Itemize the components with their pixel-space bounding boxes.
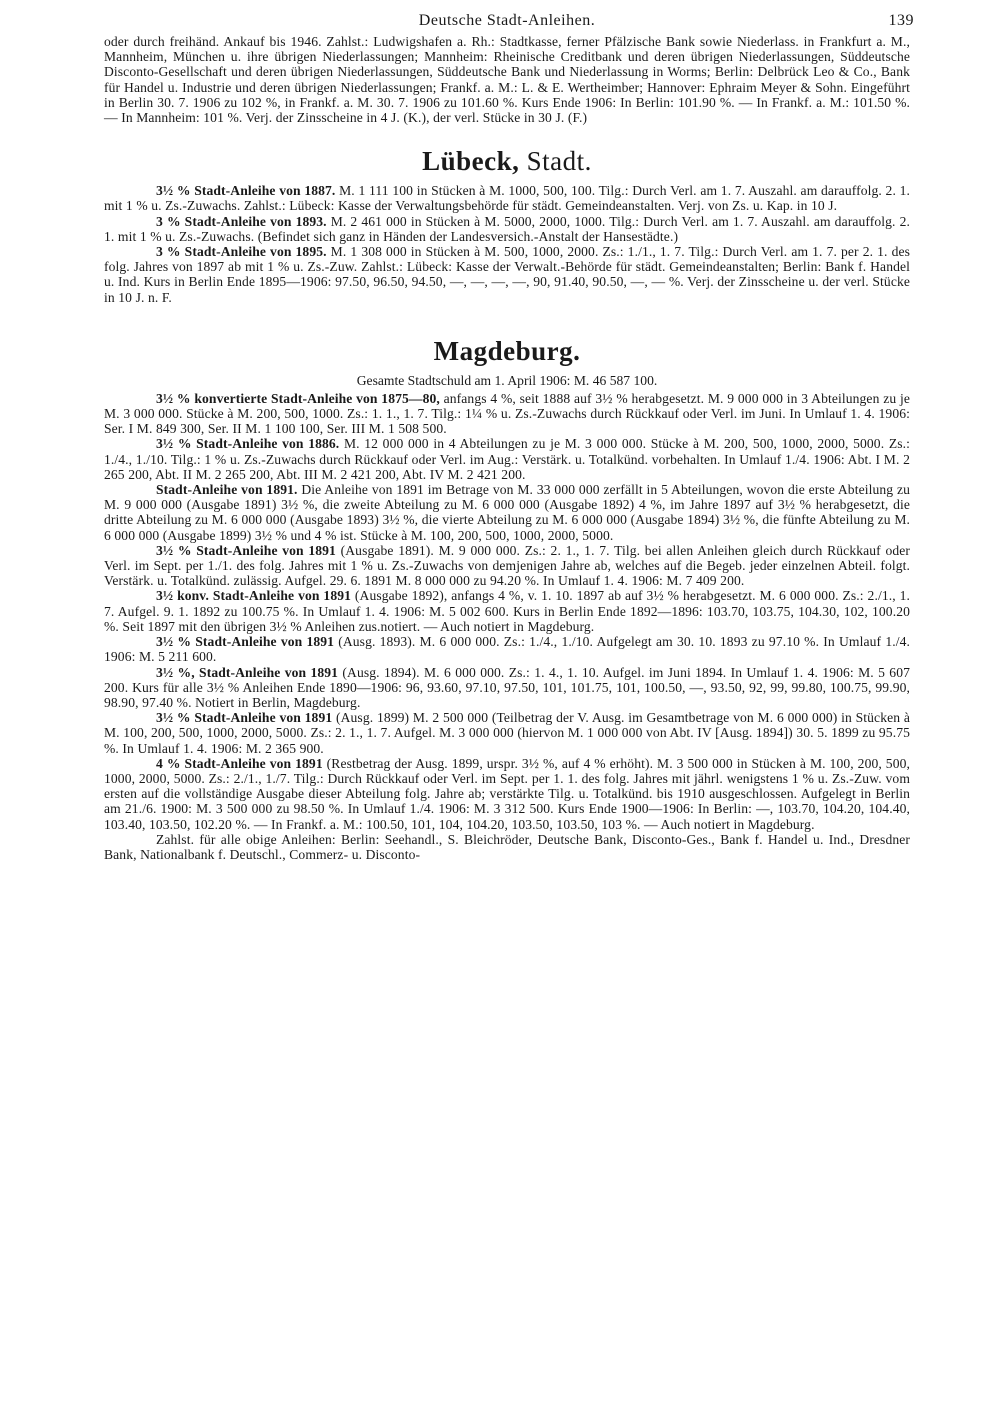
running-title: Deutsche Stadt-Anleihen. — [418, 12, 596, 29]
entry-heading: 3½ % Stadt-Anleihe von 1886. — [156, 436, 340, 452]
magdeburg-entry — [104, 665, 910, 711]
entry-text: (Ausgabe 1892), anfangs 4 %, v. 1. 10. 1897 ab auf 3½ % herabgesetzt. M. 6 000 000. Zs.: 2./1., 1. 7. Aufgel. 9. 1. 1892 zu 100.75 %. In Umlauf 1. 4. 1906: M. 5 002 600. Kurs in Berlin Ende 1892—1896: 103.70, 103.75, 104.30, 102, 100.20 %. Seit 1897 mit den übrigen 3½ % Anleihen zus.notiert. — Auch notiert in Magdeburg. — [104, 588, 910, 634]
entry-text: (Ausgabe 1891). M. 9 000 000. Zs.: 2. 1., 1. 7. Tilg. bei allen Anleihen gleich durch Rückkauf oder Verl. im Sept. per 1./1. des folg. Jahres mit 1 % u. Zs.-Zuwachs von demjenigen Jahre ab, welches auf die Begeb. jeder einzelnen Abteil. folgt. Verstärk. u. Totalkünd. zulässig. Aufgel. 29. 6. 1891 M. 8 000 000 zu 94.20 %. In Umlauf 1. 4. 1906: M. 7 409 200. — [104, 542, 910, 589]
entry-text: M. 12 000 000 in 4 Abteilungen zu je M. 3 000 000. Stücke à M. 200, 500, 1000, 2000, 5000. Zs.: 1./4., 1./10. Tilg.: 1 % u. Zs.-Zuwachs durch Rückkauf oder Verl. im Aug.: Verstärk. u. Totalkünd. vorbehalten. In Umlauf 1./4. 1906: Abt. I M. 2 265 200, Abt. II M. 2 265 200, Abt. III M. 2 421 200, Abt. IV M. 2 421 200. — [104, 436, 910, 482]
magdeburg-entry — [104, 543, 910, 589]
entry-text: M. 1 111 100 in Stücken à M. 1000, 500, 100. Tilg.: Durch Verl. am 1. 7. Auszahl. am darauffolg. 2. 1. mit 1 % u. Zs.-Zuwachs. Zahlst.: Lübeck: Kasse der Verwaltungsbehörde für städt. Gemeindeanstalten. Verj. von Zs. u. Kap. in 10 J. — [104, 183, 911, 214]
page-number: 139 — [888, 12, 914, 29]
entry-text: M. 2 461 000 in Stücken à M. 5000, 2000, 1000. Tilg.: Durch Verl. am 1. 7. Auszahl. am darauffolg. 2. 1. mit 1 % u. Zs.-Zuwachs. (Befindet sich ganz in Händen der Landesversich.-Anstalt der Hansestädte.) — [104, 213, 910, 244]
entry-text: (Ausg. 1899) M. 2 500 000 (Teilbetrag der V. Ausg. im Gesamtbetrage von M. 6 000 000) in Stücken à M. 100, 200, 500, 1000, 2000, 5000. Zs.: 2. 1., 1. 7. Aufgel. M. 3 000 000 (hiervon M. 1 000 000 von Abt. IV [Ausg. 1894]) 30. 5. 1899 zu 95.75 %. In Umlauf 1. 4. 1906: M. 2 365 900. — [104, 710, 910, 756]
luebeck-entry-1887 — [104, 183, 910, 213]
entry-heading: 3½ % konvertierte Stadt-Anleihe von 1875—80, — [156, 390, 440, 406]
magdeburg-paying-agents: Zahlst. für alle obige Anleihen: Berlin: Seehandl., S. Bleichröder, Deutsche Bank, Disconto-Ges., Bank f. Handel u. Ind., Dresdner Bank, Nationalbank f. Deutschl., Commerz- u. Disconto- — [104, 831, 910, 862]
entry-text: (Ausg. 1894). M. 6 000 000. Zs.: 1. 4., 1. 10. Aufgel. im Juni 1894. In Umlauf 1. 4. 1906: M. 5 607 200. Kurs für alle 3½ % Anleihen Ende 1890—1906: 96, 93.60, 97.10, 97.50, 101, 101.75, 101, 100.50, —, 93.50, 92, 99, 99.80, 100.75, 99.90, 98.90, 97.40 %. Notiert in Berlin, Magdeburg. — [104, 664, 910, 710]
entry-heading: 3 % Stadt-Anleihe von 1893. — [156, 213, 327, 229]
entry-heading: 3½ %, Stadt-Anleihe von 1891 — [156, 664, 339, 680]
magdeburg-entry — [104, 588, 910, 634]
section-title-luebeck — [104, 145, 910, 177]
magdeburg-entry — [104, 391, 910, 437]
magdeburg-entry — [104, 756, 910, 832]
entry-heading: 4 % Stadt-Anleihe von 1891 — [156, 755, 323, 771]
entry-text: (Ausg. 1893). M. 6 000 000. Zs.: 1./4., 1./10. Aufgelegt am 30. 10. 1893 zu 97.10 %. In Umlauf 1./4. 1906: M. 5 211 600. — [104, 634, 910, 665]
entry-heading: 3½ % Stadt-Anleihe von 1887. — [156, 183, 336, 199]
entry-text: M. 1 308 000 in Stücken à M. 500, 1000, 2000. Zs.: 1./1., 1. 7. Tilg.: Durch Verl. am 1. 7. per 2. 1. des folg. Jahres von 1897 ab mit 1 % u. Zs.-Zuw. Zahlst.: Lübeck: Kasse der Verwalt.-Behörde für städt. Gemeindeanstalten; Berlin: Bank f. Handel u. Ind. Kurs in Berlin Ende 1895—1906: 97.50, 96.50, 94.50, —, —, —, —, 90, 91.40, 90.50, —, — %. Verj. der Zinsscheine u. der verl. Stücke in 10 J. n. F. — [104, 244, 910, 305]
entry-text: anfangs 4 %, seit 1888 auf 3½ % herabgesetzt. M. 9 000 000 in 3 Abteilungen zu je M. 3 000 000. Stücke à M. 200, 500, 1000. Zs.: 1. 1., 1. 7. Tilg.: 1¼ % u. Zs.-Zuwachs durch Rückkauf oder Verl. im Juni. In Umlauf 1. 4. 1906: Ser. I M. 849 300, Ser. II M. 1 100 100, Ser. III M. 1 508 500. — [104, 390, 910, 437]
magdeburg-entry — [104, 436, 910, 482]
entry-text: (Restbetrag der Ausg. 1899, urspr. 3½ %, auf 4 % erhöht). M. 3 500 000 in Stücken à M. 100, 200, 500, 1000, 2000, 5000. Zs.: 2./1., 1./7. Tilg.: Durch Rückkauf oder Verl. im Sept. per 1. 1. des folg. Jahres mit jährl. wenigstens 1 % u. Zs.-Zuw. vom ersten auf die vollständige Ausgabe dieser Abteilung folg. Jahre ab; verstärkte Tilg. u. Totalkünd. bis 1910 ausgeschlossen. Aufgelegt in Berlin am 21./6. 1900: M. 3 500 000 zu 98.50 %. In Umlauf 1./4. 1906: M. 3 312 500. Kurs Ende 1900—1906: In Berlin: —, 103.70, 104.20, 104.40, 103.40, 103.50, 102.20 %. — In Frankf. a. M.: 100.50, 101, 104, 104.20, 103.50, 103.50, 103 %. — Auch notiert in Magdeburg. — [104, 755, 910, 832]
entry-heading: 3 % Stadt-Anleihe von 1895. — [156, 244, 327, 260]
entry-heading: 3½ % Stadt-Anleihe von 1891 — [156, 634, 335, 650]
luebeck-title-main: Lübeck, — [422, 146, 520, 177]
magdeburg-entry — [104, 634, 910, 664]
entry-heading: 3½ konv. Stadt-Anleihe von 1891 — [156, 588, 352, 604]
luebeck-title-sub: Stadt. — [519, 146, 592, 177]
running-header — [104, 12, 914, 34]
entry-text: Die Anleihe von 1891 im Betrage von M. 33 000 000 zerfällt in 5 Abteilungen, wovon die erste Abteilung zu M. 9 000 000 (Ausgabe 1891) 3½ %, die zweite Abteilung zu M. 6 000 000 (Ausgabe 1892) 4 %, im Jahre 1897 auf 3½ % herabgesetzt, die dritte Abteilung zu M. 6 000 000 (Ausgabe 1893) 3½ %, die vierte Abteilung zu M. 6 000 000 (Ausgabe 1894) 3½ %, die fünfte Abteilung zu M. 6 000 000 (Ausgabe 1899) 3½ % und 4 % ist. Stücke à M. 100, 200, 500, 1000, 2000, 5000. — [104, 482, 910, 543]
entry-heading: 3½ % Stadt-Anleihe von 1891 — [156, 710, 333, 726]
magdeburg-title: Magdeburg. — [433, 335, 581, 366]
luebeck-entry-1893 — [104, 214, 910, 244]
magdeburg-total-debt: Gesamte Stadtschuld am 1. April 1906: M. 46 587 100. — [356, 372, 658, 388]
magdeburg-entry — [104, 710, 910, 756]
magdeburg-entry — [104, 482, 910, 543]
entry-heading: 3½ % Stadt-Anleihe von 1891 — [156, 542, 336, 558]
intro-paragraph: oder durch freihänd. Ankauf bis 1946. Zahlst.: Ludwigshafen a. Rh.: Stadtkasse, ferner Pfälzische Bank sowie Niederlass. in Frankfurt a. M., Mannheim, München u. ihre übrigen Niederlassungen; Mannheim: Rheinische Creditbank und deren übrigen Niederlassungen, Süddeutsche Disconto-Gesellschaft und deren übrigen Niederlassungen, Süddeutsche Bank und Niederlassung in Worms; Berlin: Delbrück Leo & Co., Bank für Handel u. Industrie und deren übrigen Niederlassungen; Frankf. a. M.: L. & E. Wertheimber; Hannover: Ephraim Meyer & Sohn. Eingeführt in Berlin 30. 7. 1906 zu 102 %, in Frankf. a. M. 30. 7. 1906 zu 101.60 %. Kurs Ende 1906: In Berlin: 101.90 %. — In Frankf. a. M.: 101.50 %. — In Mannheim: 101 %. Verj. der Zinsscheine in 4 J. (K.), der verl. Stücke in 30 J. (F.) — [104, 34, 910, 126]
entry-heading: Stadt-Anleihe von 1891. — [156, 482, 298, 498]
section-title-magdeburg — [104, 335, 910, 367]
luebeck-entry-1895 — [104, 244, 910, 305]
